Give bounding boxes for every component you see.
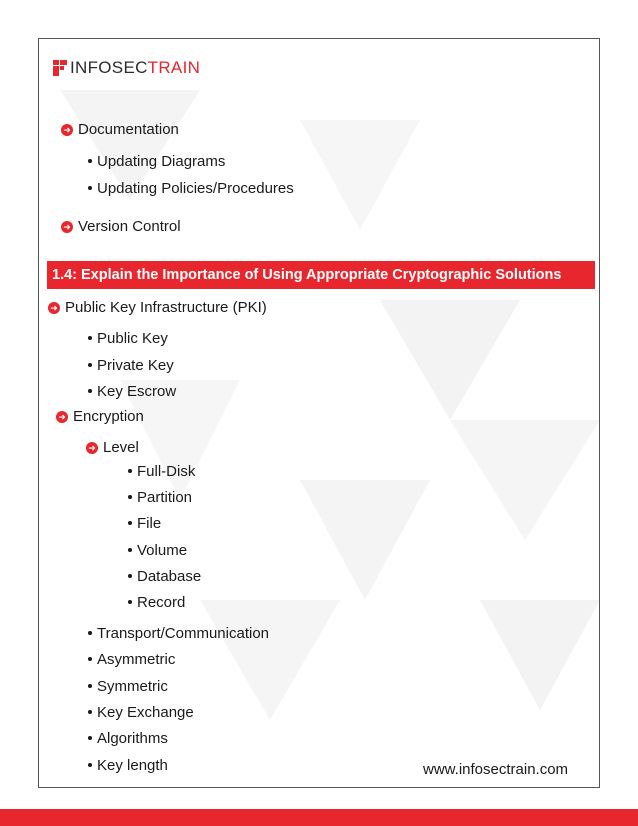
logo-text-infosec: INFOSEC (70, 58, 148, 77)
arrow-circle-right-icon: ➜ (86, 442, 98, 454)
bullet-dot-icon (128, 574, 132, 578)
heading-level-label: Level (103, 439, 139, 456)
list-item (88, 678, 168, 696)
bullet-dot-icon (128, 469, 132, 473)
list-item-label: Transport/Communication (97, 625, 270, 642)
heading-pki (48, 299, 267, 317)
bullet-dot-icon (88, 736, 92, 740)
list-item-label: Key Escrow (97, 383, 177, 400)
logo-mark-icon (53, 60, 67, 76)
bullet-dot-icon (88, 684, 92, 688)
heading-encryption-label: Encryption (73, 408, 144, 425)
list-item (128, 463, 195, 481)
list-item-label: Partition (137, 489, 193, 506)
logo-text-train: TRAIN (147, 58, 201, 77)
heading-documentation-label: Documentation (78, 121, 179, 138)
bullet-dot-icon (88, 159, 92, 163)
list-item-label: Key Exchange (97, 704, 194, 721)
bullet-dot-icon (88, 763, 92, 767)
bullet-dot-icon (88, 336, 92, 340)
section-title-banner: 1.4: Explain the Importance of Using Appropriate Cryptographic Solutions (47, 261, 595, 289)
list-item (88, 330, 168, 348)
website-link[interactable]: www.infosectrain.com (423, 761, 569, 778)
bullet-dot-icon (88, 363, 92, 367)
bullet-dot-icon (88, 657, 92, 661)
list-item (88, 357, 174, 375)
list-item (128, 594, 185, 612)
bullet-dot-icon (128, 548, 132, 552)
arrow-circle-right-icon: ➜ (61, 124, 73, 136)
bullet-dot-icon (128, 600, 132, 604)
list-item-label: Volume (137, 542, 188, 559)
arrow-circle-right-icon: ➜ (56, 411, 68, 423)
list-item (88, 651, 175, 669)
list-item (128, 542, 187, 560)
list-item (128, 489, 192, 507)
heading-version-control (61, 218, 181, 236)
bullet-dot-icon (128, 495, 132, 499)
list-item-label: Asymmetric (97, 651, 176, 668)
heading-version-control-label: Version Control (78, 218, 181, 235)
arrow-circle-right-icon: ➜ (48, 302, 60, 314)
heading-pki-label: Public Key Infrastructure (PKI) (65, 299, 267, 316)
footer-bar (0, 809, 638, 826)
list-item-label: Public Key (97, 330, 168, 347)
heading-encryption (56, 408, 144, 426)
list-item (88, 704, 194, 722)
list-item (88, 757, 168, 775)
list-item-label: Algorithms (97, 730, 168, 747)
list-item-label: Symmetric (97, 678, 168, 695)
list-item (88, 625, 269, 643)
bullet-dot-icon (88, 186, 92, 190)
list-item-label: Key length (97, 757, 168, 774)
list-item-label: Updating Diagrams (97, 153, 226, 170)
heading-level (86, 439, 139, 457)
bullet-dot-icon (88, 710, 92, 714)
bullet-dot-icon (88, 631, 92, 635)
list-item-label: Full-Disk (137, 463, 196, 480)
list-item-label: Database (137, 568, 202, 585)
list-item-label: Record (137, 594, 186, 611)
list-item (88, 153, 225, 171)
bullet-dot-icon (88, 389, 92, 393)
list-item-label: Private Key (97, 357, 174, 374)
list-item (128, 515, 161, 533)
heading-documentation (61, 121, 179, 139)
list-item-label: File (137, 515, 162, 532)
logo-text (70, 58, 200, 78)
list-item (128, 568, 201, 586)
list-item (88, 180, 294, 198)
bullet-dot-icon (128, 521, 132, 525)
list-item (88, 383, 176, 401)
list-item-label: Updating Policies/Procedures (97, 180, 294, 197)
brand-logo (53, 58, 200, 78)
list-item (88, 730, 168, 748)
arrow-circle-right-icon: ➜ (61, 221, 73, 233)
